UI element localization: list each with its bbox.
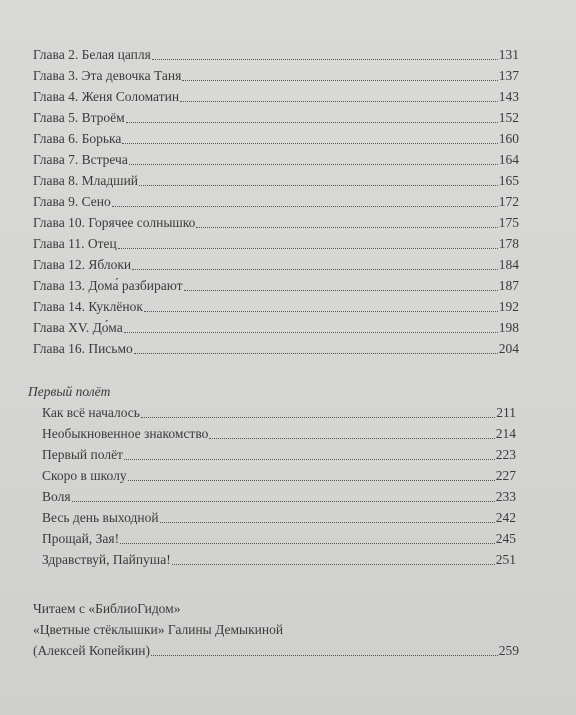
toc-entry-title: Глава 4. Женя Соломатин <box>33 89 180 104</box>
dot-leader <box>72 500 495 502</box>
toc-entry-chapter-12[interactable] <box>33 257 519 273</box>
dot-leader <box>172 563 495 565</box>
toc-entry-page: 198 <box>498 320 519 335</box>
toc-entry-page: 214 <box>495 426 516 441</box>
dot-leader <box>132 268 498 270</box>
dot-leader <box>160 521 495 523</box>
toc-entry-chapter-14[interactable] <box>33 299 519 315</box>
dot-leader <box>141 416 495 418</box>
dot-leader <box>122 142 497 144</box>
section-heading: Первый полёт <box>28 384 111 399</box>
toc-entry-chapter-11[interactable] <box>33 236 519 252</box>
toc-entry-part2-6[interactable] <box>42 510 516 526</box>
toc-entry-page: 160 <box>498 131 519 146</box>
toc-entry-page: 251 <box>495 552 516 567</box>
toc-entry-afterword[interactable] <box>33 643 519 659</box>
toc-entry-part2-1[interactable] <box>42 405 516 421</box>
toc-entry-page: 131 <box>498 47 519 62</box>
toc-entry-page: 259 <box>498 643 519 658</box>
dot-leader <box>182 79 497 81</box>
toc-entry-page: 165 <box>498 173 519 188</box>
toc-entry-page: 137 <box>498 68 519 83</box>
dot-leader <box>129 163 498 165</box>
toc-entry-title: Глава XV. До́ма <box>33 320 123 335</box>
toc-entry-page: 242 <box>495 510 516 525</box>
toc-entry-title: Глава 8. Младший <box>33 173 139 188</box>
toc-entry-title: Глава 5. Втроём <box>33 110 125 125</box>
dot-leader <box>209 437 494 439</box>
dot-leader <box>118 247 498 249</box>
toc-entry-page: 245 <box>495 531 516 546</box>
toc-entry-title: (Алексей Копейкин) <box>33 643 150 658</box>
toc-entry-part2-4[interactable] <box>42 468 516 484</box>
toc-entry-title: Глава 14. Куклёнок <box>33 299 143 314</box>
toc-entry-page: 211 <box>496 405 516 420</box>
dot-leader <box>196 226 497 228</box>
toc-entry-page: 192 <box>498 299 519 314</box>
dot-leader <box>152 58 498 60</box>
toc-entry-part2-5[interactable] <box>42 489 516 505</box>
toc-entry-chapter-9[interactable] <box>33 194 519 210</box>
toc-entry-title: Здравствуй, Пайпуша! <box>42 552 171 567</box>
toc-entry-title: Глава 6. Борька <box>33 131 122 146</box>
toc-entry-title: Воля <box>42 489 71 504</box>
toc-entry-chapter-4[interactable] <box>33 89 519 105</box>
toc-entry-page: 187 <box>498 278 519 293</box>
toc-entry-page: 204 <box>498 341 519 356</box>
toc-entry-chapter-7[interactable] <box>33 152 519 168</box>
toc-entry-chapter-5[interactable] <box>33 110 519 126</box>
toc-entry-title: Первый полёт <box>42 447 123 462</box>
toc-entry-page: 184 <box>498 257 519 272</box>
dot-leader <box>112 205 498 207</box>
dot-leader <box>134 352 498 354</box>
toc-entry-title: Глава 16. Письмо <box>33 341 133 356</box>
afterword-heading: Читаем с «БиблиоГидом» <box>33 601 181 616</box>
toc-entry-title: Глава 2. Белая цапля <box>33 47 151 62</box>
toc-entry-title: Глава 3. Эта девочка Таня <box>33 68 182 83</box>
dot-leader <box>139 184 498 186</box>
dot-leader <box>180 100 498 102</box>
toc-entry-page: 143 <box>498 89 519 104</box>
dot-leader <box>120 542 495 544</box>
toc-entry-chapter-3[interactable] <box>33 68 519 84</box>
toc-entry-title: Глава 12. Яблоки <box>33 257 132 272</box>
toc-entry-page: 227 <box>495 468 516 483</box>
toc-entry-part2-2[interactable] <box>42 426 516 442</box>
toc-entry-page: 223 <box>495 447 516 462</box>
toc-entry-title: Весь день выходной <box>42 510 159 525</box>
toc-entry-chapter-15[interactable] <box>33 320 519 336</box>
dot-leader <box>126 121 498 123</box>
toc-entry-part2-8[interactable] <box>42 552 516 568</box>
toc-entry-page: 152 <box>498 110 519 125</box>
dot-leader <box>124 331 498 333</box>
toc-entry-page: 172 <box>498 194 519 209</box>
toc-entry-title: Глава 7. Встреча <box>33 152 128 167</box>
toc-entry-chapter-8[interactable] <box>33 173 519 189</box>
dot-leader <box>144 310 498 312</box>
toc-entry-title: Глава 13. Дома́ разбирают <box>33 278 183 293</box>
dot-leader <box>184 289 498 291</box>
dot-leader <box>128 479 495 481</box>
toc-entry-title: Скоро в школу <box>42 468 127 483</box>
toc-entry-title: Необыкновенное знакомство <box>42 426 209 441</box>
toc-entry-chapter-13[interactable] <box>33 278 519 294</box>
toc-entry-title: Глава 9. Сено <box>33 194 111 209</box>
toc-entry-page: 233 <box>495 489 516 504</box>
dot-leader <box>151 654 498 656</box>
toc-entry-part2-3[interactable] <box>42 447 516 463</box>
toc-entry-part2-7[interactable] <box>42 531 516 547</box>
toc-entry-chapter-10[interactable] <box>33 215 519 231</box>
afterword-title: «Цветные стёклышки» Галины Демыкиной <box>33 622 284 637</box>
toc-entry-chapter-16[interactable] <box>33 341 519 357</box>
toc-entry-title: Глава 10. Горячее солнышко <box>33 215 196 230</box>
toc-entry-page: 178 <box>498 236 519 251</box>
dot-leader <box>124 458 495 460</box>
toc-entry-page: 175 <box>498 215 519 230</box>
toc-entry-title: Как всё началось <box>42 405 140 420</box>
toc-entry-page: 164 <box>498 152 519 167</box>
toc-entry-title: Глава 11. Отец <box>33 236 117 251</box>
toc-entry-title: Прощай, Зая! <box>42 531 120 546</box>
toc-entry-chapter-6[interactable] <box>33 131 519 147</box>
toc-entry-chapter-2[interactable] <box>33 47 519 63</box>
